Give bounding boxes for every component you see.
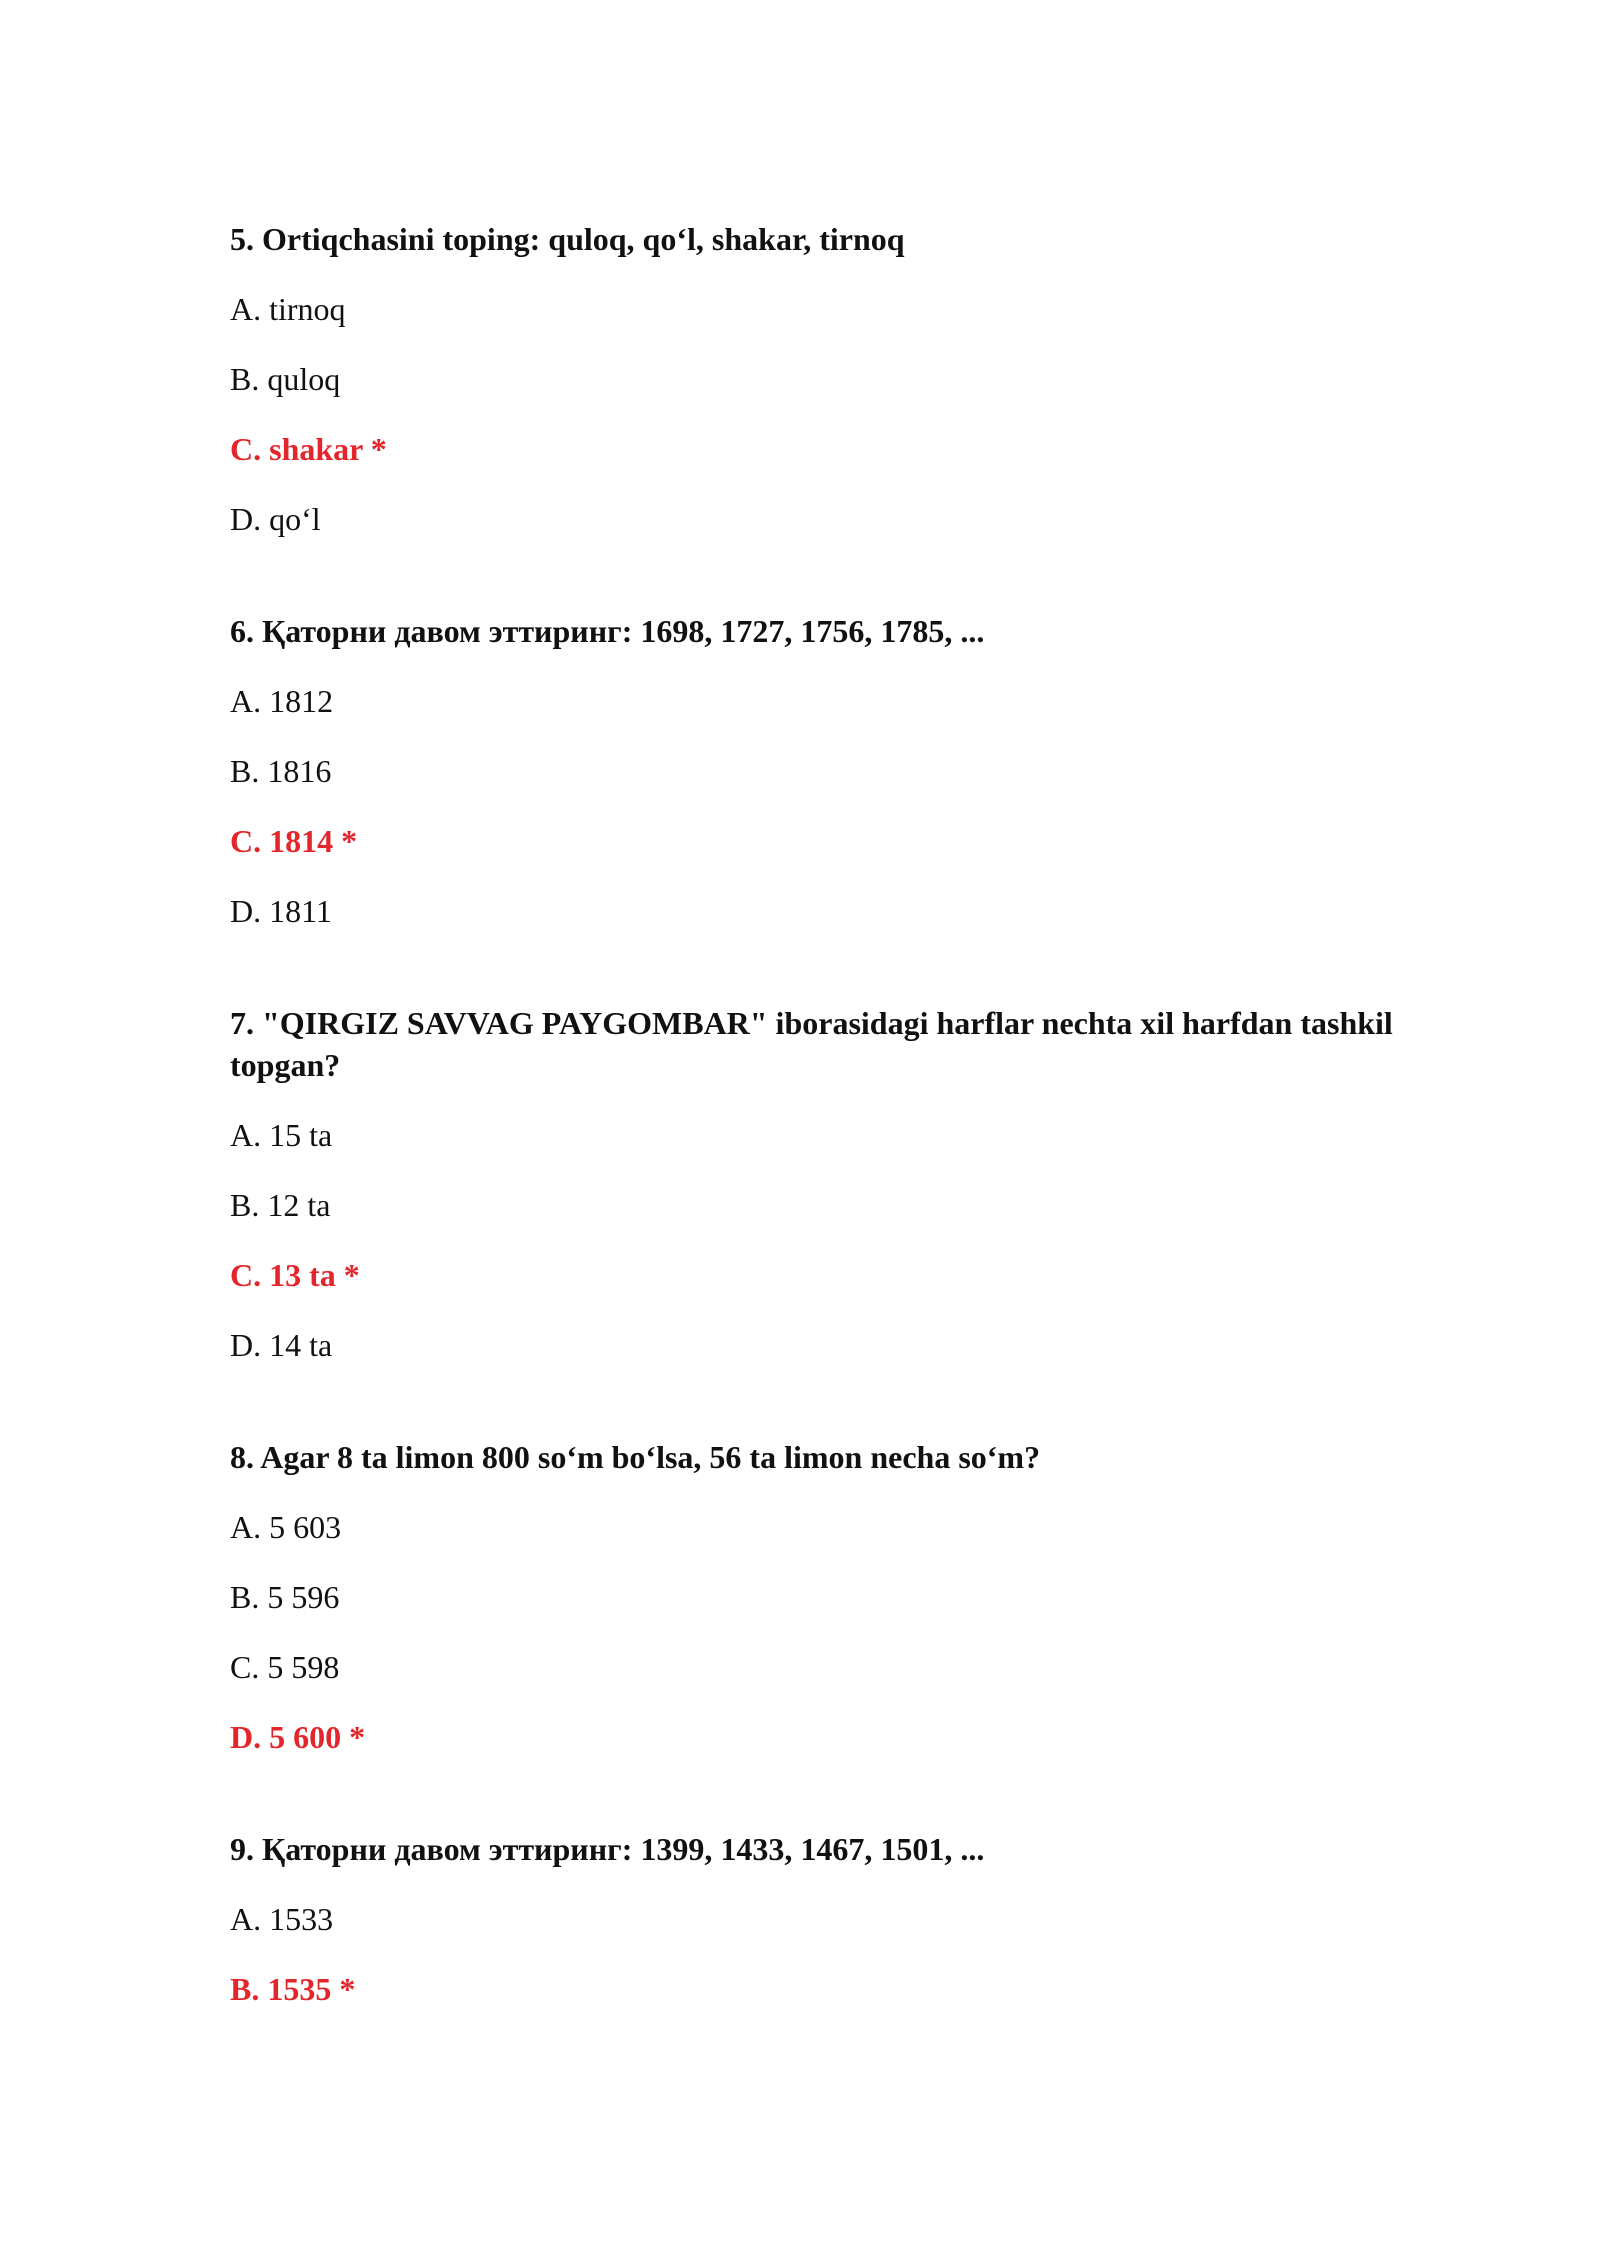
option-d: D. 1811 [230,893,332,929]
question-text: 5. Ortiqchasini toping: quloq, qo‘l, shakar, tirnoq [230,221,905,257]
option-d: D. 5 600 * [230,1719,366,1755]
option-a: A. 1812 [230,683,334,719]
option-b: B. quloq [230,361,341,397]
option-c: C. 1814 * [230,823,358,859]
question-7 [230,1002,1460,1366]
option-b: B. 1816 [230,753,332,789]
option-d: D. qo‘l [230,501,321,537]
question-text: 9. Қаторни давом эттиринг: 1399, 1433, 1467, 1501, ... [230,1831,985,1867]
option-a: A. 1533 [230,1901,334,1937]
option-c: C. 5 598 [230,1649,340,1685]
document-page [230,218,1460,2038]
question-6 [230,610,1460,932]
option-d: D. 14 ta [230,1327,333,1363]
option-b: B. 5 596 [230,1579,340,1615]
question-9 [230,1828,1460,2010]
option-b: B. 12 ta [230,1187,331,1223]
option-c: C. shakar * [230,431,387,467]
option-a: A. 5 603 [230,1509,342,1545]
question-8 [230,1436,1460,1758]
question-5 [230,218,1460,540]
question-text: 7. "QIRGIZ SAVVAG PAYGOMBAR" iborasidagi harflar nechta xil harfdan tashkil topgan? [230,1005,1393,1083]
option-b: B. 1535 * [230,1971,356,2007]
option-a: A. tirnoq [230,291,346,327]
question-text: 6. Қаторни давом эттиринг: 1698, 1727, 1756, 1785, ... [230,613,985,649]
option-a: A. 15 ta [230,1117,333,1153]
question-text: 8. Agar 8 ta limon 800 so‘m bo‘lsa, 56 ta limon necha so‘m? [230,1439,1041,1475]
option-c: C. 13 ta * [230,1257,360,1293]
